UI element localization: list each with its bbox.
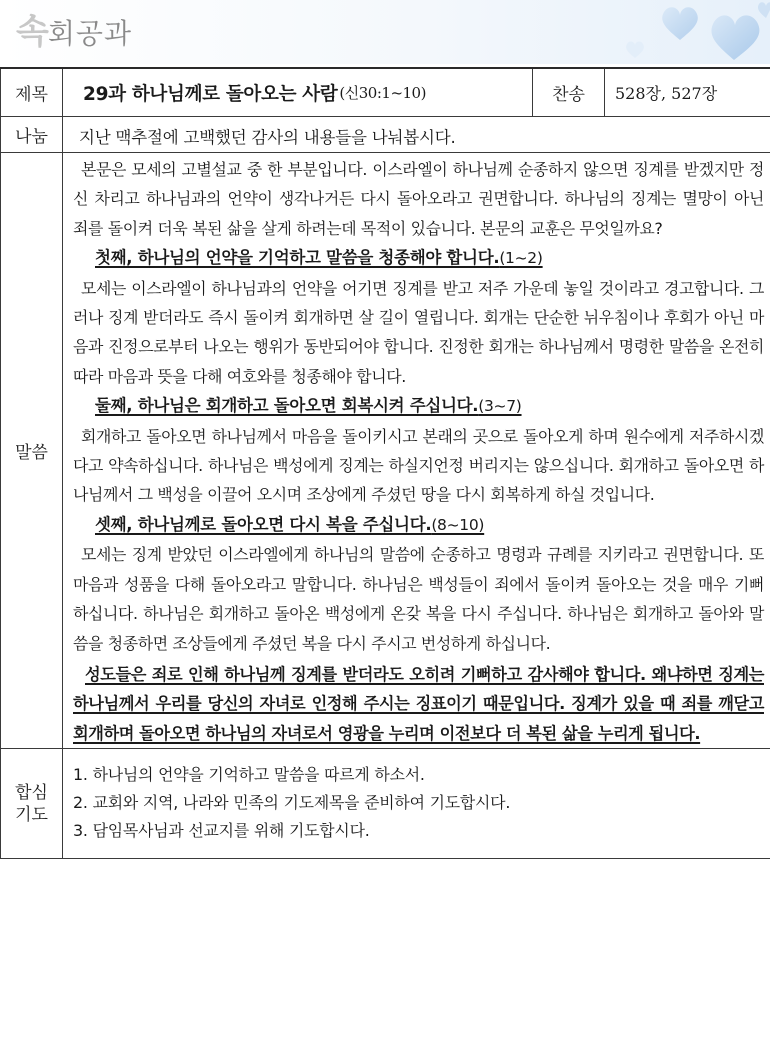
point3-ref: (8~10) <box>431 515 485 534</box>
prayer-label-line2: 기도 <box>15 804 48 825</box>
prayer-list <box>63 749 770 859</box>
heart-icon <box>758 2 770 18</box>
prayer-label-line1: 합심 <box>15 782 48 803</box>
share-label: 나눔 <box>1 117 63 153</box>
share-text: 지난 맥추절에 고백했던 감사의 내용들을 나눠봅시다. <box>63 117 770 153</box>
prayer-item: 2. 교회와 지역, 나라와 민족의 기도제목을 준비하여 기도합시다. <box>73 793 511 813</box>
sermon-body <box>63 153 770 749</box>
lesson-title: 29과 하나님께로 돌아오는 사람 <box>83 83 338 105</box>
heart-icon <box>662 7 698 40</box>
heart-icon <box>711 15 759 60</box>
point2-title: 둘째, 하나님은 회개하고 돌아오면 회복시켜 주십니다. <box>95 396 479 416</box>
prayer-item: 3. 담임목사님과 선교지를 위해 기도합시다. <box>73 821 370 841</box>
lesson-scripture-ref: (신30:1~10) <box>339 84 426 102</box>
title-row <box>1 68 770 117</box>
brand-logo <box>16 4 132 52</box>
sermon-label: 말씀 <box>1 153 63 749</box>
point2-heading <box>73 391 764 421</box>
point2-body: 회개하고 돌아오면 하나님께서 마음을 돌이키시고 본래의 곳으로 돌아오게 하며 원수에게 저주하시겠다고 약속하십니다. 하나님은 백성에게 징계는 하실지언정 버리지는 않으십니다. 회개하고 돌아오면 하나님께서 그 백성을 이끌어 오시며 조상에게 주셨던 땅을 다시 회복하게 하실 것입니다. <box>73 426 764 505</box>
brand-first-char: 속 <box>16 12 48 52</box>
title-label: 제목 <box>1 68 63 117</box>
prayer-item: 1. 하나님의 언약을 기억하고 말씀을 따르게 하소서. <box>73 765 425 785</box>
hymn-value: 528장, 527장 <box>605 68 770 117</box>
sermon-conclusion: 성도들은 죄로 인해 하나님께 징계를 받더라도 오히려 기뻐하고 감사해야 합니다. 왜냐하면 징계는 하나님께서 우리를 당신의 자녀로 인정해 주시는 징표이기 때문입니다. 징계가 있을 때 죄를 깨닫고 회개하며 돌아오면 하나님의 자녀로서 영광을 누리며 이전보다 더 복된 삶을 누리게 됩니다. <box>73 664 764 743</box>
hymn-label: 찬송 <box>533 68 605 117</box>
sermon-intro: 본문은 모세의 고별설교 중 한 부분입니다. 이스라엘이 하나님께 순종하지 않으면 징계를 받겠지만 정신 차리고 하나님과의 언약이 생각나거든 다시 돌아오라고 권면합니다. 하나님의 징계는 멸망이 아닌 죄를 돌이켜 더욱 복된 삶을 살게 하려는데 목적이 있습니다. 본문의 교훈은 무엇일까요? <box>73 160 764 238</box>
prayer-row <box>1 749 770 859</box>
heart-icon <box>626 41 644 58</box>
point3-body: 모세는 징계 받았던 이스라엘에게 하나님의 말씀에 순종하고 명령과 규례를 지키라고 권면합니다. 또 마음과 성품을 다해 돌아오라고 말합니다. 하나님은 백성들이 죄에서 돌이켜 돌아오는 것을 매우 기뻐하십니다. 하나님은 회개하고 돌아온 백성에게 온갖 복을 다시 주십니다. 하나님은 회개하고 돌아와 말씀을 청종하면 조상들에게 주셨던 복을 다시 주시고 번성하게 하십니다. <box>73 545 764 653</box>
header-band <box>0 0 770 64</box>
point2-ref: (3~7) <box>478 397 522 416</box>
share-row <box>1 117 770 153</box>
point3-heading <box>73 510 764 540</box>
point1-title: 첫째, 하나님의 언약을 기억하고 말씀을 청종해야 합니다. <box>95 248 500 268</box>
lesson-table <box>0 67 770 859</box>
point1-body: 모세는 이스라엘이 하나님과의 언약을 어기면 징계를 받고 저주 가운데 놓일 것이라고 경고합니다. 그러나 징계 받더라도 즉시 돌이켜 회개하면 살 길이 열립니다. 회개는 단순한 뉘우침이나 후회가 아닌 마음과 진정으로부터 나오는 행위가 동반되어야 합니다. 진정한 회개는 하나님께서 명령한 말씀을 온전히 따라 마음과 뜻을 다해 여호와를 청종해야 합니다. <box>73 278 764 386</box>
hearts-decoration <box>530 0 770 64</box>
point3-title: 셋째, 하나님께로 돌아오면 다시 복을 주십니다. <box>95 514 432 534</box>
brand-rest: 회공과 <box>47 17 133 50</box>
title-cell <box>63 68 533 117</box>
sermon-row <box>1 153 770 749</box>
point1-ref: (1~2) <box>499 249 543 268</box>
prayer-label <box>1 749 63 859</box>
point1-heading <box>73 243 764 273</box>
